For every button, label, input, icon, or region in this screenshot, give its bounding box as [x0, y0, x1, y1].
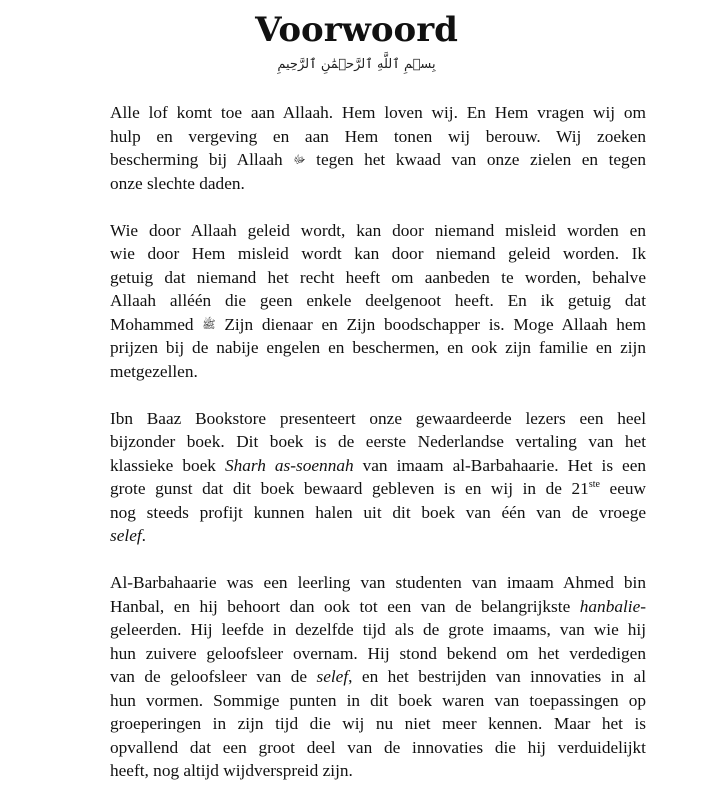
- text-line: nog steeds profijt kunnen halen uit dit boek van één van de vroege: [110, 502, 646, 522]
- book-title: Sharh as-soennah: [224, 455, 354, 475]
- basmala-calligraphy: بِسۡمِ ٱللَّهِ ٱلرَّحۡمَٰنِ ٱلرَّحِيمِ: [277, 57, 436, 72]
- text-line: Alle lof komt toe aan Allaah. Hem loven wij. En Hem vragen wij om: [110, 103, 646, 122]
- text-line: [110, 524, 646, 548]
- text-span: klassieke boek: [110, 455, 216, 475]
- text-line: heeft, nog altijd wijdverspreid zijn.: [110, 761, 353, 780]
- page-title: Voorwoord: [255, 10, 458, 50]
- text-line: hulp en vergeving en aan Hem tonen wij berouw. Wij zoeken: [110, 126, 646, 146]
- text-line: [110, 148, 646, 172]
- text-line: Allaah alléén die geen enkele deelgenoot heeft. En ik getuig dat: [110, 291, 646, 310]
- text-span: van de geloofsleer van de: [110, 667, 308, 686]
- paragraph-2: [110, 219, 646, 384]
- text-line: geleerden. Hij leefde in dezelfde tijd als de grote imaams, van wie hij: [110, 620, 646, 639]
- text-span: .: [141, 526, 146, 545]
- text-line: Al-Barbahaarie was een leerling van studenten van imaam Ahmed bin: [110, 573, 646, 592]
- text-line: hun zuivere geloofsleer overnam. Hij stond bekend om het verdedigen: [110, 643, 646, 663]
- page-body: [110, 101, 646, 806]
- paragraph-1: [110, 101, 646, 195]
- text-line: onze slechte daden.: [110, 173, 245, 193]
- text-line: groeperingen in zijn tijd die wij nu niet meer kennen. Maar het is: [110, 714, 646, 733]
- text-line: [110, 665, 646, 689]
- text-line: bijzonder boek. Dit boek is de eerste Nederlandse vertaling van het: [110, 432, 646, 451]
- text-span: tegen het kwaad van onze zielen en tegen: [316, 150, 646, 169]
- text-span: , en het bestrijden van innovaties in al: [348, 667, 646, 686]
- text-line: [110, 477, 646, 501]
- italic-term: hanbalie-: [579, 596, 646, 616]
- text-span: Mohammed: [110, 314, 194, 334]
- text-line: Wie door Allaah geleid wordt, kan door niemand misleid worden en: [110, 220, 646, 240]
- text-line: opvallend dat een groot deel van de innovaties die hij verduidelijkt: [110, 737, 646, 757]
- text-line: getuig dat niemand het recht heeft om aanbeden te worden, behalve: [110, 267, 646, 287]
- italic-term: selef: [316, 667, 349, 686]
- text-line: [110, 595, 646, 619]
- text-span: van imaam al-Barbahaarie. Het is een: [362, 455, 647, 475]
- ordinal-suffix: ste: [588, 479, 600, 490]
- text-span: Zijn dienaar en Zijn boodschapper is. Moge Allaah hem: [224, 314, 646, 334]
- text-line: wie door Hem misleid wordt kan door niemand geleid worden. Ik: [110, 244, 646, 263]
- text-span: grote gunst dat dit boek bewaard gebleven is en wij in de 21: [110, 479, 589, 498]
- honorific-icon: ﷻ: [293, 153, 306, 166]
- text-span: eeuw: [599, 479, 646, 498]
- paragraph-4: [110, 571, 646, 783]
- text-span: bescherming bij Allaah: [110, 150, 283, 169]
- italic-term: selef: [110, 526, 142, 545]
- paragraph-3: [110, 407, 646, 548]
- text-line: prijzen bij de nabije engelen en beschermen, en ook zijn familie en zijn: [110, 338, 646, 357]
- text-span: Hanbal, en hij behoort dan ook tot een van de belangrijkste: [110, 596, 571, 616]
- text-line: [110, 313, 646, 337]
- salutation-icon: ﷺ: [202, 317, 216, 331]
- text-line: [110, 454, 646, 478]
- text-line: Ibn Baaz Bookstore presenteert onze gewaardeerde lezers een heel: [110, 408, 646, 428]
- text-line: metgezellen.: [110, 361, 198, 381]
- text-line: hun vormen. Sommige punten in dit boek waren van toepassingen op: [110, 690, 646, 710]
